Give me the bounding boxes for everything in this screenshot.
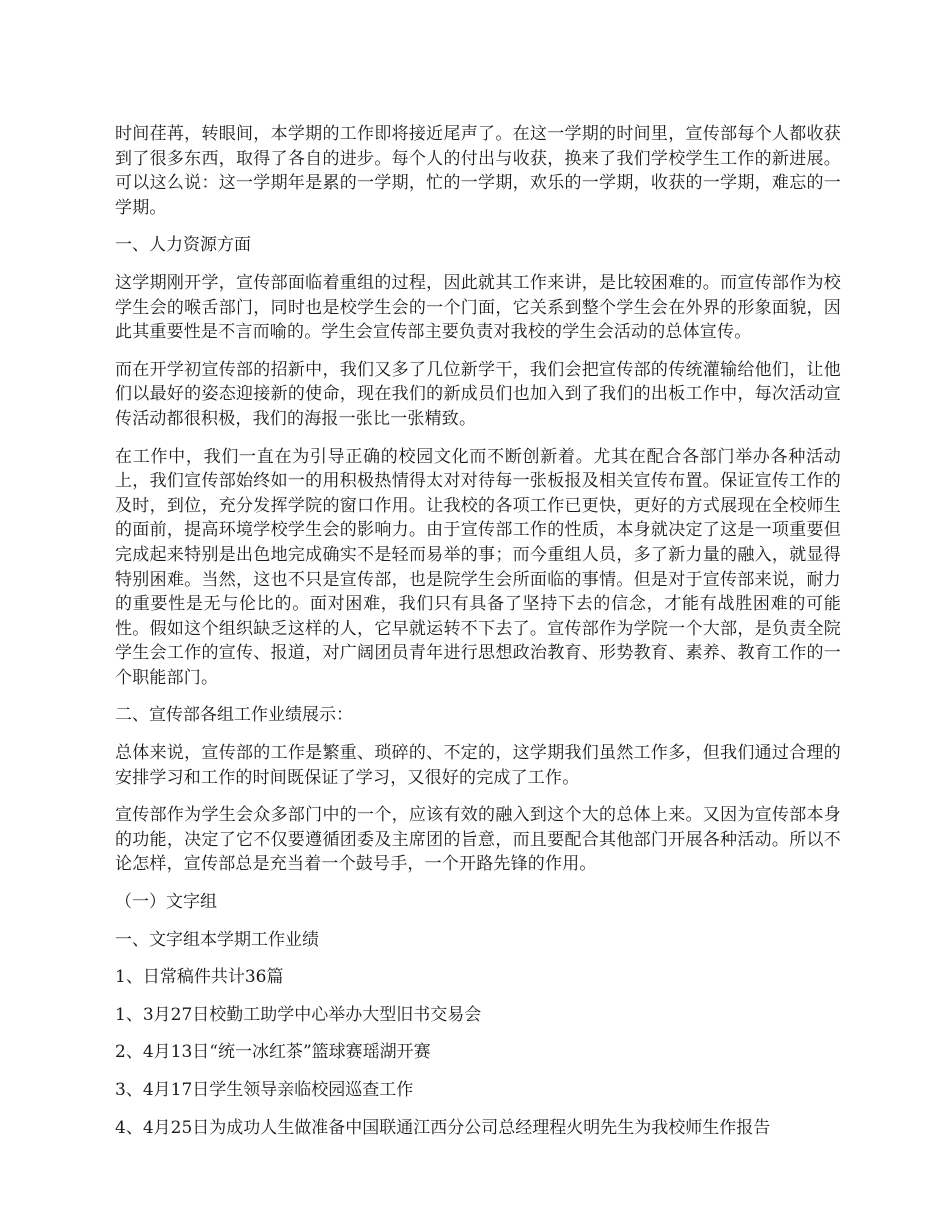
paragraph-recruitment: 而在开学初宣传部的招新中，我们又多了几位新学干，我们会把宣传部的传统灌输给他们，让他们以最好的姿态迎接新的使命，现在我们的新成员们也加入到了我们的出板工作中，每次活动宣传活动都很积极，我们的海报一张比一张精致。 xyxy=(115,359,841,429)
list-item: 2、4月13日“统一冰红茶”篮球赛瑶湖开赛 xyxy=(115,1042,431,1063)
paragraph-reorganization: 这学期刚开学，宣传部面临着重组的过程，因此就其工作来讲，是比较困难的。而宣传部作为校学生会的喉舌部门，同时也是校学生会的一个门面，它关系到整个学生会在外界的形象面貌，因此其重要性是不言而喻的。学生会宣传部主要负责对我校的学生会活动的总体宣传。 xyxy=(115,272,841,343)
paragraph-overall: 总体来说，宣传部的工作是繁重、琐碎的、不定的，这学期我们虽然工作多，但我们通过合理的安排学习和工作的时间既保证了学习，又很好的完成了工作。 xyxy=(115,743,841,788)
paragraph-role: 宣传部作为学生会众多部门中的一个，应该有效的融入到这个大的总体上来。又因为宣传部本身的功能，决定了它不仅要遵循团委及主席团的旨意，而且要配合其他部门开展各种活动。所以不论怎样，宣传部总是充当着一个鼓号手，一个开路先锋的作用。 xyxy=(115,805,841,875)
section-heading-achievements: 二、宣传部各组工作业绩展示： xyxy=(115,705,353,726)
subsection-heading-writing-group: （一）文字组 xyxy=(115,892,217,913)
list-item: 1、日常稿件共计36篇 xyxy=(115,967,284,988)
list-item: 4、4月25日为成功人生做准备中国联通江西分公司总经理程火明先生为我校师生作报告 xyxy=(115,1117,771,1138)
subsection-heading-writing-achievements: 一、文字组本学期工作业绩 xyxy=(115,929,319,950)
paragraph-work-culture: 在工作中，我们一直在为引导正确的校园文化而不断创新着。尤其在配合各部门举办各种活动上，我们宣传部始终如一的用积极热情得太对对待每一张板报及相关宣传布置。保证宣传工作的及时，到位，充分发挥学院的窗口作用。让我校的各项工作已更快，更好的方式展现在全校师生的面前，提高环境学校学生会的影响力。由于宣传部工作的性质，本身就决定了这是一项重要但完成起来特别是出色地完成确实不是轻而易举的事；而今重组人员，多了新力量的融入，就显得特别困难。当然，这也不只是宣传部，也是院学生会所面临的事情。但是对于宣传部来说，耐力的重要性是无与伦比的。面对困难，我们只有具备了坚持下去的信念，才能有战胜困难的可能性。假如这个组织缺乏这样的人，它早就运转不下去了。宣传部作为学院一个大部，是负责全院学生会工作的宣传、报道，对广阔团员青年进行思想政治教育、形势教育、素养、教育工作的一个职能部门。 xyxy=(115,446,841,688)
intro-paragraph: 时间荏苒，转眼间，本学期的工作即将接近尾声了。在这一学期的时间里，宣传部每个人都收获到了很多东西，取得了各自的进步。每个人的付出与收获，换来了我们学校学生工作的新进展。可以这么说：这一学期年是累的一学期，忙的一学期，欢乐的一学期，收获的一学期，难忘的一学期。 xyxy=(115,124,841,218)
section-heading-human-resources: 一、人力资源方面 xyxy=(115,235,251,256)
list-item: 3、4月17日学生领导亲临校园巡查工作 xyxy=(115,1080,414,1100)
list-item: 1、3月27日校勤工助学中心举办大型旧书交易会 xyxy=(115,1004,482,1025)
document-body xyxy=(115,122,841,1153)
